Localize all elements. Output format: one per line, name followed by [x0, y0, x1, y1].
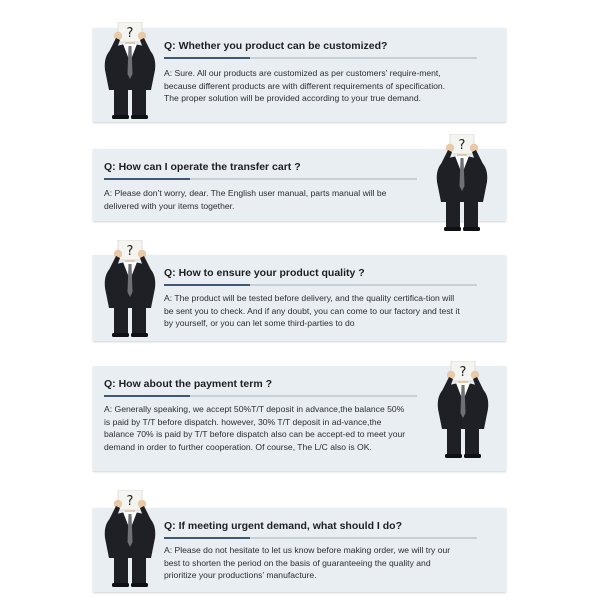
question-man-figure-3: [99, 240, 161, 338]
question-mark-1: ?: [126, 26, 134, 41]
faq-answer-1: A: Sure. All our products are customized as per customers’ require-ment, because different products are with different requirements of specification. The proper solution will be provided according to your true demand.: [164, 68, 446, 104]
question-mark-5: ?: [126, 494, 134, 509]
question-mark-4: ?: [459, 365, 467, 380]
faq-answer-3: A: The product will be tested before delivery, and the quality certifica-tion will be sent you to check. And if any doubt, you can come to our factory and test it by yourself, or you can let some third-parties to do: [164, 293, 460, 329]
faq-divider-5: [164, 537, 477, 539]
question-mark-2: ?: [458, 138, 466, 153]
faq-question-4: Q: How about the payment term ?: [104, 378, 273, 390]
question-man-figure-1: [99, 22, 161, 120]
faq-question-2: Q: How can I operate the transfer cart ?: [104, 161, 301, 173]
faq-divider-3: [164, 284, 477, 286]
faq-answer-5: A: Please do not hesitate to let us know before making order, we will try our best to shorten the period on the basis of guaranteeing the quality and prioritize your productions’ manufacture.: [164, 545, 451, 581]
faq-divider-1: [164, 57, 477, 59]
faq-divider-2: [104, 178, 417, 180]
faq-question-1: Q: Whether you product can be customized?: [164, 40, 388, 52]
faq-answer-2: A: Please don’t worry, dear. The English user manual, parts manual will be delivered with your items together.: [104, 188, 387, 211]
question-man-figure-4: [432, 361, 494, 459]
faq-divider-4: [104, 395, 417, 397]
faq-question-3: Q: How to ensure your product quality ?: [164, 267, 365, 279]
faq-answer-4: A: Generally speaking, we accept 50%T/T deposit in advance,the balance 50% is paid by T/T before dispatch. however, 30% T/T deposit in ad-vance,the balance 70% is paid by T/T before dispatch also can be accept-ed to meet your demand in order to further cooperation. Of course, The L/C also is OK.: [104, 404, 406, 452]
question-mark-3: ?: [126, 244, 134, 259]
faq-question-5: Q: If meeting urgent demand, what should I do?: [164, 520, 402, 532]
question-man-figure-5: [99, 490, 161, 588]
question-man-figure-2: [431, 134, 493, 232]
